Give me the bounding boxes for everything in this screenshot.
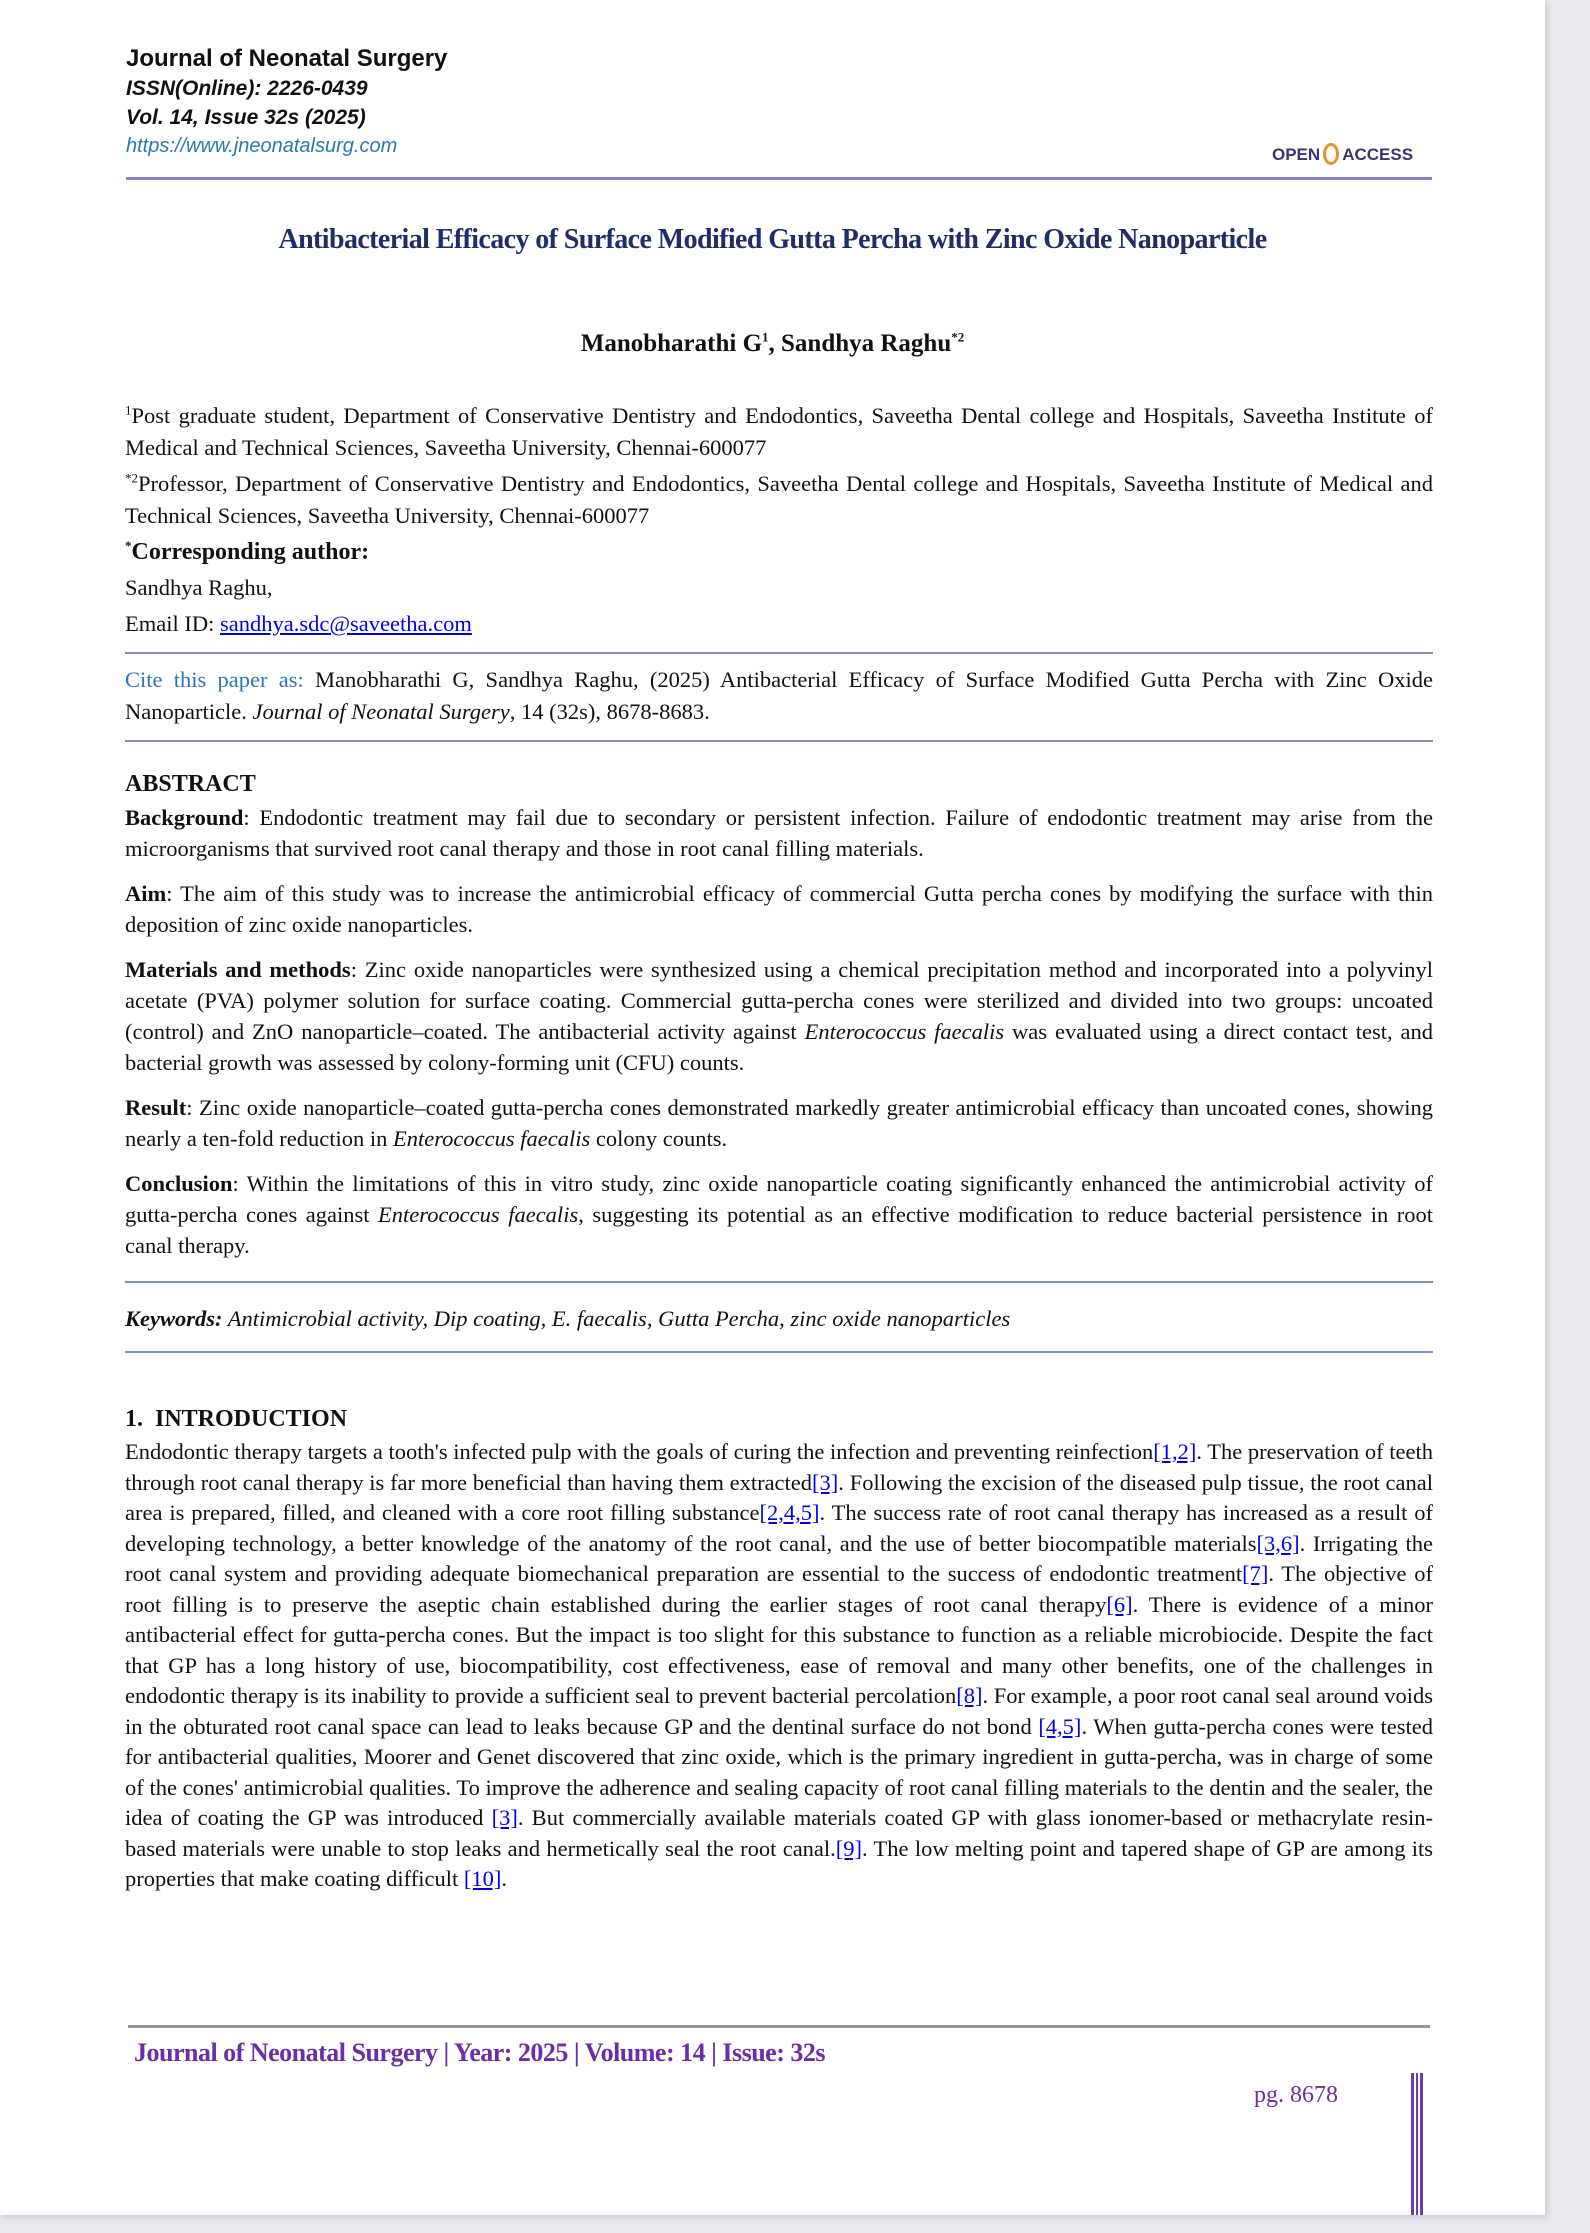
text: : Within the limitations of this in vitro study, zinc oxide nanoparticle coating significantly enhanced the antimicrobial activity of gutta-percha cones against (125, 1171, 1433, 1227)
abstract-aim (125, 878, 1433, 940)
paper-body (125, 400, 1433, 1895)
journal-header (126, 44, 447, 161)
cite-paper (125, 664, 1433, 728)
citation-link[interactable]: [1,2] (1153, 1439, 1197, 1464)
text: colony counts. (590, 1126, 728, 1151)
journal-name: Journal of Neonatal Surgery (126, 45, 448, 72)
text: : The aim of this study was to increase the antimicrobial efficacy of commercial Gutta percha cones by modifying the surface with thin deposition of zinc oxide nanoparticles. (125, 881, 1433, 937)
abstract (125, 768, 1433, 1261)
paper-title: Antibacterial Efficacy of Surface Modified Gutta Percha with Zinc Oxide Nanoparticle (278, 224, 1267, 255)
email-label: Email ID: (125, 611, 220, 636)
citation-link[interactable]: [7] (1242, 1561, 1269, 1586)
abstract-background (125, 802, 1433, 864)
text: : Endodontic treatment may fail due to secondary or persistent infection. Failure of endodontic treatment may arise from the microorganisms that survived root canal therapy and those in root canal filling materials. (125, 805, 1433, 861)
keywords-text: Antimicrobial activity, Dip coating, E. faecalis, Gutta Percha, zinc oxide nanoparticles (222, 1306, 1011, 1331)
text: : Zinc oxide nanoparticle–coated gutta-percha cones demonstrated markedly greater antimicrobial efficacy than uncoated cones, showing nearly a ten-fold reduction in (125, 1095, 1433, 1151)
cite-text-end: , 14 (32s), 8678-8683. (509, 699, 710, 724)
abstract-conclusion (125, 1168, 1433, 1261)
citation-link[interactable]: [4,5] (1038, 1713, 1082, 1739)
intro-text: . The low melting point and tapered shape of GP are among its properties that make coating difficult (125, 1835, 1433, 1891)
header-divider (126, 177, 1432, 180)
author-2-sup: *2 (951, 329, 965, 345)
keywords-label: Keywords: (125, 1306, 223, 1331)
open-lock-icon (1323, 143, 1339, 165)
affiliation-2 (125, 468, 1433, 532)
footer-divider (128, 2025, 1430, 2028)
introduction (125, 1403, 1433, 1895)
divider (125, 740, 1433, 742)
affiliation-1 (125, 400, 1433, 464)
keywords (125, 1303, 1433, 1335)
citation-link[interactable]: [3] (812, 1469, 839, 1495)
label: Result (125, 1095, 187, 1120)
intro-text: . Following the excision of the diseased pulp tissue, the root canal area is prepared, filled, and cleaned with a core root filling substance (125, 1469, 1433, 1525)
email-line (125, 608, 1433, 640)
label: Background (125, 805, 244, 830)
abstract-heading: ABSTRACT (125, 771, 256, 797)
author-1-sup: 1 (762, 329, 769, 345)
intro-text: . For example, a poor root canal seal around voids in the obturated root canal space can lead to leaks because GP and the dentinal surface do not bond (125, 1683, 1433, 1739)
text: , suggesting its potential as an effective modification to reduce bacterial persistence in root canal therapy. (125, 1202, 1433, 1258)
affiliation-sup: *2 (125, 470, 138, 486)
citation-link[interactable]: [3,6] (1256, 1530, 1300, 1556)
corresponding-label-text: Corresponding author: (131, 539, 370, 565)
cite-label: Cite this paper as: (125, 667, 304, 692)
email-link[interactable]: sandhya.sdc@saveetha.com (219, 611, 472, 636)
author-1: Manobharathi G (580, 330, 763, 357)
citation-link[interactable]: [6] (1106, 1591, 1133, 1617)
intro-text: . Irrigating the root canal system and providing adequate biomechanical preparation are essential to the success of endodontic treatment (125, 1530, 1433, 1586)
label: Conclusion (125, 1171, 233, 1196)
intro-text: . When gutta-percha cones were tested for antibacterial qualities, Moorer and Genet discovered that zinc oxide, which is the primary ingredient in gutta-percha, was in charge of some of the cones' antimicrobial qualities. To improve the adherence and sealing capacity of root canal filling materials to the dentin and the sealer, the idea of coating the GP was introduced (125, 1713, 1433, 1830)
introduction-paragraph (125, 1437, 1433, 1895)
intro-text: . There is evidence of a minor antibacterial effect for gutta-percha cones. But the impact is too slight for this substance to function as a reliable microbiocide. Despite the fact that GP has a long history of use, biocompatibility, cost effectiveness, ease of removal and many other benefits, one of the challenges in endodontic therapy is its inability to provide a sufficient seal to prevent bacterial percolation (125, 1591, 1434, 1708)
divider (125, 652, 1433, 654)
intro-text: . But commercially available materials coated GP with glass ionomer-based or methacrylate resin-based materials were unable to stop leaks and hermetically seal the root canal. (125, 1805, 1433, 1861)
corresponding-label (125, 536, 1433, 568)
species: Enterococcus faecalis (378, 1202, 579, 1227)
intro-text: . (501, 1866, 507, 1891)
access-text: ACCESS (1342, 145, 1414, 164)
intro-text: . The preservation of teeth through root canal therapy is far more beneficial than having them extracted (125, 1439, 1433, 1495)
text: : Zinc oxide nanoparticles were synthesized using a chemical precipitation method and incorporated into a polyvinyl acetate (PVA) polymer solution for surface coating. Commercial gutta-percha cones were sterilized and divided into two groups: uncoated (control) and ZnO nanoparticle–coated. The antibacterial activity against (125, 957, 1433, 1044)
text: was evaluated using a direct contact test, and bacterial growth was assessed by colony-forming unit (CFU) counts. (125, 1019, 1433, 1075)
issn: ISSN(Online): 2226-0439 (126, 77, 368, 100)
cite-journal: Journal of Neonatal Surgery (252, 699, 510, 724)
intro-text: . The success rate of root canal therapy has increased as a result of developing technology, a better knowledge of the anatomy of the root canal, and the use of better biocompatible materials (125, 1500, 1433, 1556)
citation-link[interactable]: [10] (463, 1866, 502, 1891)
label: Aim (125, 881, 167, 906)
footer-journal: Journal of Neonatal Surgery | Year: 2025 | Volume: 14 | Issue: 32s (134, 2038, 825, 2067)
author-sep: , (768, 330, 782, 357)
divider (125, 1281, 1433, 1283)
authors (0, 330, 1545, 358)
abstract-result (125, 1092, 1433, 1154)
journal-url[interactable]: https://www.jneonatalsurg.com (126, 135, 398, 157)
page-number: pg. 8678 (1254, 2082, 1338, 2108)
citation-link[interactable]: [9] (835, 1835, 863, 1861)
abstract-methods (125, 954, 1433, 1078)
author-2: Sandhya Raghu (781, 330, 952, 357)
introduction-heading: 1. INTRODUCTION (125, 1406, 348, 1432)
species: Enterococcus faecalis (804, 1019, 1005, 1044)
citation-link[interactable]: [3] (491, 1805, 518, 1830)
affiliation-sup: 1 (125, 402, 132, 418)
open-access-logo (1272, 143, 1413, 165)
intro-text: . The objective of root filling is to preserve the aseptic chain established during the earlier stages of root canal therapy (125, 1561, 1433, 1617)
corresponding-name: Sandhya Raghu, (125, 575, 273, 600)
citation-link[interactable]: [8] (956, 1683, 983, 1708)
divider (125, 1351, 1433, 1353)
intro-text: Endodontic therapy targets a tooth's infected pulp with the goals of curing the infection and preventing reinfection (125, 1439, 1154, 1464)
label: Materials and methods (125, 957, 351, 982)
volume-issue: Vol. 14, Issue 32s (2025) (126, 106, 366, 129)
affiliation-text: Professor, Department of Conservative Dentistry and Endodontics, Saveetha Dental college and Hospitals, Saveetha Institute of Medical and Technical Sciences, Saveetha University, Chennai-600077 (125, 471, 1433, 528)
species: Enterococcus faecalis (393, 1126, 591, 1151)
open-text: OPEN (1272, 145, 1321, 164)
corresponding-sup: * (125, 538, 132, 553)
citation-link[interactable]: [2,4,5] (759, 1500, 820, 1525)
cite-text: Manobharathi G, Sandhya Raghu, (2025) Antibacterial Efficacy of Surface Modified Gutta Percha with Zinc Oxide Nanoparticle. (125, 667, 1433, 724)
footer-bars-decoration (1411, 2073, 1423, 2215)
affiliation-text: Post graduate student, Department of Conservative Dentistry and Endodontics, Saveetha Dental college and Hospitals, Saveetha Institute of Medical and Technical Sciences, Saveetha University, Chennai-600077 (125, 403, 1433, 460)
